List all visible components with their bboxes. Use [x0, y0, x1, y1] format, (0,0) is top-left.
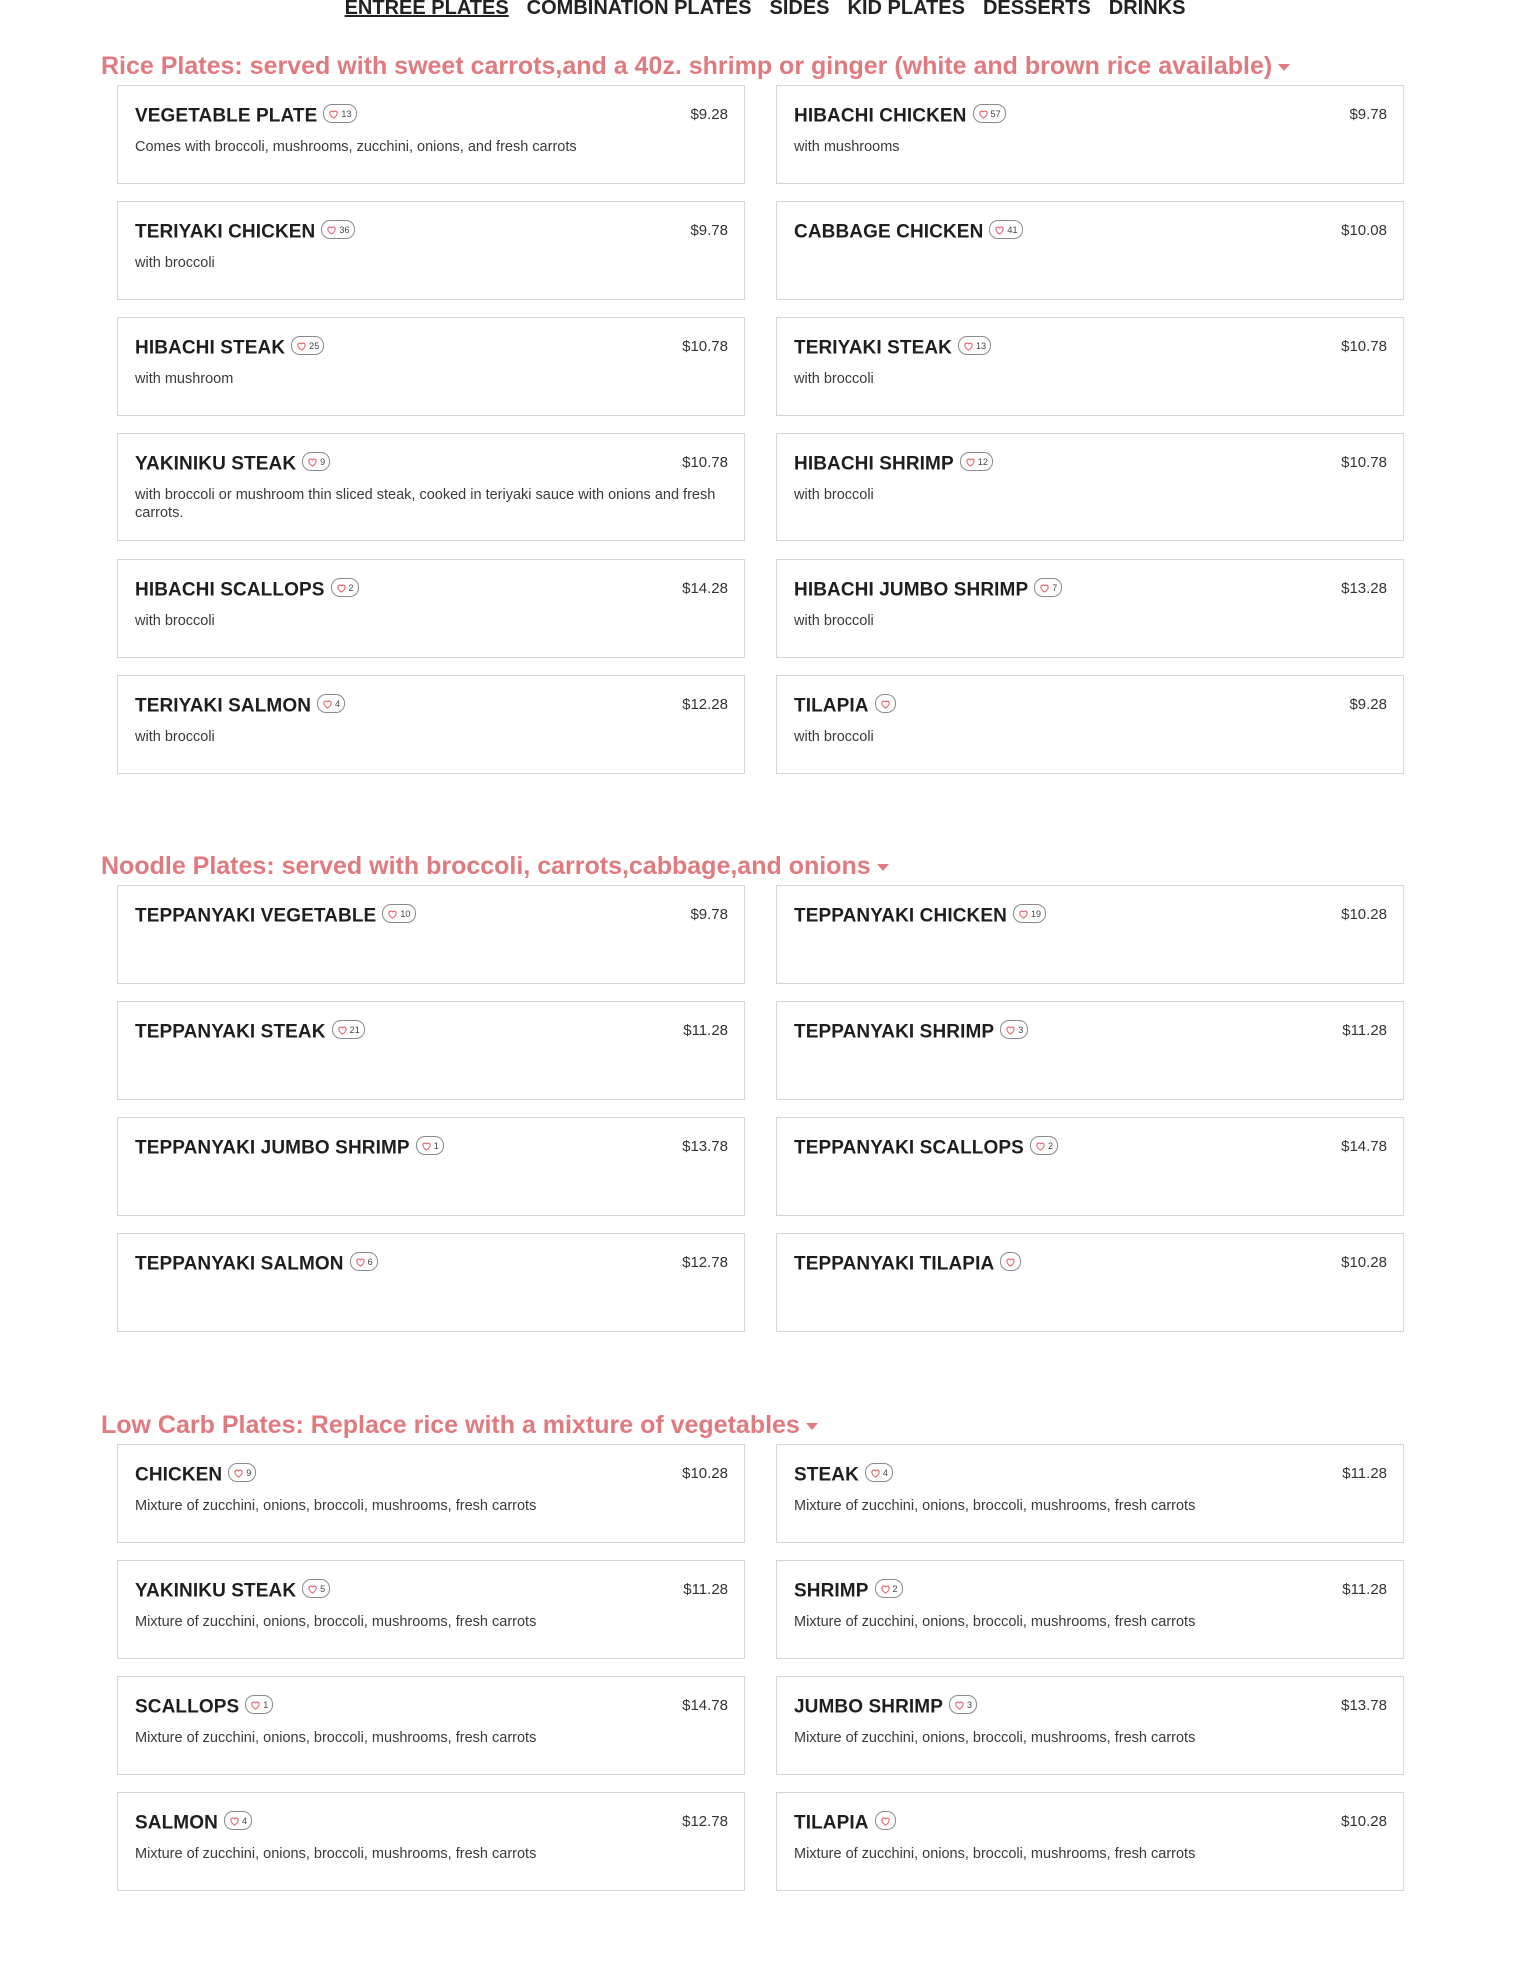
like-button[interactable] — [331, 578, 359, 597]
menu-item-card[interactable] — [776, 433, 1404, 541]
heart-icon — [978, 109, 989, 119]
like-count: 6 — [367, 1256, 373, 1267]
menu-item-card[interactable] — [776, 1444, 1404, 1543]
menu-item-card[interactable] — [117, 85, 745, 184]
menu-item-name: TEPPANYAKI SCALLOPS — [794, 1137, 1024, 1159]
menu-item-name-row — [794, 1020, 1028, 1044]
menu-item-description: with broccoli — [135, 255, 215, 271]
menu-item-card[interactable] — [117, 1001, 745, 1100]
menu-item-name-row — [794, 1252, 1021, 1276]
menu-item-description: Mixture of zucchini, onions, broccoli, mushrooms, fresh carrots — [135, 1846, 537, 1862]
like-button[interactable] — [317, 694, 345, 713]
menu-item-card[interactable] — [117, 1117, 745, 1216]
like-count: 21 — [349, 1024, 360, 1035]
like-button[interactable] — [1013, 904, 1046, 923]
like-count: 5 — [320, 1583, 326, 1594]
menu-item-name-row — [135, 1020, 365, 1044]
menu-item-name: HIBACHI JUMBO SHRIMP — [794, 579, 1029, 601]
menu-item-card[interactable] — [776, 317, 1404, 416]
menu-item-description: Mixture of zucchini, onions, broccoli, mushrooms, fresh carrots — [135, 1498, 537, 1514]
menu-item-description: with broccoli — [135, 613, 215, 629]
caret-down-icon — [806, 1423, 818, 1430]
menu-item-price: $10.78 — [1341, 454, 1387, 471]
menu-item-description: Mixture of zucchini, onions, broccoli, mushrooms, fresh carrots — [794, 1614, 1196, 1630]
menu-item-price: $9.78 — [690, 906, 728, 923]
heart-icon — [880, 1584, 891, 1594]
menu-item-name: HIBACHI SHRIMP — [794, 453, 954, 475]
menu-item-description: with broccoli — [794, 487, 874, 503]
nav-entree-plates[interactable]: ENTREE PLATES — [344, 0, 509, 19]
heart-icon — [1005, 1025, 1016, 1035]
like-button[interactable] — [1000, 1020, 1028, 1039]
menu-item-name-row — [135, 1811, 252, 1835]
menu-item-name-row — [794, 104, 1006, 128]
menu-item-price: $9.28 — [1349, 696, 1387, 713]
menu-item-name: TERIYAKI SALMON — [135, 695, 312, 717]
like-count: 4 — [241, 1815, 248, 1826]
heart-icon — [965, 457, 976, 467]
heart-icon — [322, 699, 333, 709]
like-button[interactable] — [323, 104, 356, 123]
heart-icon — [250, 1700, 261, 1710]
section-title[interactable] — [101, 51, 1290, 81]
menu-item-name-row — [135, 220, 355, 244]
menu-item-name: YAKINIKU STEAK — [135, 453, 297, 475]
like-button[interactable] — [302, 1579, 330, 1598]
menu-item-name-row — [135, 1463, 256, 1487]
menu-item-price: $9.28 — [690, 106, 728, 123]
nav-kid-plates[interactable]: KID PLATES — [847, 0, 965, 19]
heart-icon — [307, 457, 318, 467]
menu-item-name: TERIYAKI CHICKEN — [135, 221, 316, 243]
menu-item-price: $9.78 — [1349, 106, 1387, 123]
like-count: 41 — [1007, 224, 1018, 235]
menu-item-price: $10.78 — [682, 454, 728, 471]
like-button[interactable] — [960, 452, 993, 471]
heart-icon — [1039, 583, 1050, 593]
menu-item-name-row — [135, 904, 416, 928]
menu-item-price: $13.78 — [682, 1138, 728, 1155]
menu-item-name-row — [135, 336, 324, 360]
menu-item-price: $9.78 — [690, 222, 728, 239]
menu-item-name-row — [794, 1136, 1058, 1160]
nav-combination-plates[interactable]: COMBINATION PLATES — [526, 0, 752, 19]
menu-item-name-row — [794, 578, 1062, 602]
menu-item-name: CABBAGE CHICKEN — [794, 221, 984, 243]
menu-item-name: SALMON — [135, 1812, 218, 1834]
menu-item-price: $12.78 — [682, 1813, 728, 1830]
like-count: 2 — [892, 1583, 898, 1594]
like-count: 36 — [339, 224, 350, 235]
like-button[interactable] — [245, 1695, 273, 1714]
menu-item-name-row — [135, 1695, 273, 1719]
like-count: 25 — [309, 340, 320, 351]
like-button[interactable] — [228, 1463, 256, 1482]
menu-item-price: $10.28 — [1341, 1254, 1387, 1271]
heart-icon — [229, 1816, 240, 1826]
like-count: 13 — [976, 340, 987, 351]
like-count: 1 — [263, 1699, 269, 1710]
nav-sides[interactable]: SIDES — [769, 0, 830, 19]
category-nav — [0, 0, 1530, 24]
like-button[interactable] — [875, 1579, 903, 1598]
menu-item-name-row — [794, 904, 1046, 928]
menu-item-name-row — [794, 1811, 896, 1835]
menu-item-price: $14.78 — [1341, 1138, 1387, 1155]
menu-item-name: TEPPANYAKI VEGETABLE — [135, 905, 377, 927]
heart-icon — [1018, 909, 1029, 919]
menu-item-name: JUMBO SHRIMP — [794, 1696, 943, 1718]
menu-item-price: $10.28 — [1341, 1813, 1387, 1830]
heart-icon — [963, 341, 974, 351]
menu-item-name: TERIYAKI STEAK — [794, 337, 953, 359]
like-button[interactable] — [350, 1252, 378, 1271]
menu-item-description: Mixture of zucchini, onions, broccoli, mushrooms, fresh carrots — [135, 1614, 537, 1630]
like-button[interactable] — [865, 1463, 893, 1482]
menu-item-name: SCALLOPS — [135, 1696, 240, 1718]
menu-item-description: with broccoli — [794, 729, 874, 745]
menu-item-card[interactable] — [776, 1560, 1404, 1659]
like-button[interactable] — [1000, 1252, 1021, 1271]
section-title-text: Low Carb Plates: Replace rice with a mixture of vegetables — [101, 1411, 800, 1439]
caret-down-icon — [1278, 64, 1290, 71]
like-count: 7 — [1052, 582, 1058, 593]
menu-item-price: $12.78 — [682, 1254, 728, 1271]
section-title-text: Noodle Plates: served with broccoli, carrots,cabbage,and onions — [101, 852, 871, 880]
like-button[interactable] — [949, 1695, 977, 1714]
menu-item-name: TEPPANYAKI CHICKEN — [794, 905, 1007, 927]
menu-item-price: $10.78 — [682, 338, 728, 355]
section-title[interactable] — [101, 851, 889, 881]
menu-item-description: with mushroom — [135, 371, 234, 387]
menu-item-price: $12.28 — [682, 696, 728, 713]
menu-item-card[interactable] — [776, 1676, 1404, 1775]
heart-icon — [1035, 1141, 1046, 1151]
like-button[interactable] — [1034, 578, 1062, 597]
heart-icon — [296, 341, 307, 351]
menu-item-card[interactable] — [776, 675, 1404, 774]
menu-item-price: $11.28 — [1342, 1581, 1387, 1598]
menu-item-name: TEPPANYAKI STEAK — [135, 1021, 326, 1043]
like-button[interactable] — [224, 1811, 252, 1830]
menu-item-name-row — [794, 336, 991, 360]
menu-item-description: with mushrooms — [794, 139, 900, 155]
section-title[interactable] — [101, 1410, 818, 1440]
like-button[interactable] — [973, 104, 1006, 123]
menu-item-description: Comes with broccoli, mushrooms, zucchini, onions, and fresh carrots — [135, 139, 577, 155]
menu-item-name: YAKINIKU STEAK — [135, 1580, 297, 1602]
menu-item-name: TILAPIA — [794, 1812, 869, 1834]
menu-item-card[interactable] — [776, 201, 1404, 300]
like-count: 9 — [320, 456, 326, 467]
menu-item-price: $11.28 — [683, 1022, 728, 1039]
like-count: 19 — [1030, 908, 1042, 919]
heart-icon — [994, 225, 1005, 235]
menu-item-name: TEPPANYAKI SHRIMP — [794, 1021, 995, 1043]
like-count: 4 — [335, 698, 341, 709]
menu-item-price: $10.08 — [1341, 222, 1387, 239]
nav-desserts[interactable]: DESSERTS — [982, 0, 1091, 19]
section-title-text: Rice Plates: served with sweet carrots,and a 40z. shrimp or ginger (white and brown rice available) — [101, 52, 1273, 80]
menu-item-card[interactable] — [117, 885, 745, 984]
like-count: 9 — [246, 1467, 252, 1478]
like-button[interactable] — [302, 452, 330, 471]
menu-item-card[interactable] — [117, 1792, 745, 1891]
menu-item-name: TEPPANYAKI JUMBO SHRIMP — [135, 1137, 410, 1159]
menu-item-name-row — [135, 1136, 444, 1160]
heart-icon — [328, 109, 339, 119]
menu-item-card[interactable] — [117, 1676, 745, 1775]
menu-item-name-row — [135, 1252, 378, 1276]
menu-item-card[interactable] — [117, 559, 745, 658]
menu-item-name: HIBACHI STEAK — [135, 337, 286, 359]
menu-item-price: $14.28 — [682, 580, 728, 597]
menu-item-price: $10.28 — [1341, 906, 1387, 923]
menu-item-card[interactable] — [117, 201, 745, 300]
menu-item-name-row — [135, 452, 330, 476]
like-count: 57 — [990, 108, 1001, 119]
like-count: 10 — [400, 908, 411, 919]
menu-item-name: TEPPANYAKI TILAPIA — [794, 1253, 995, 1275]
menu-item-name-row — [794, 1579, 903, 1603]
menu-item-card[interactable] — [776, 1117, 1404, 1216]
heart-icon — [337, 1025, 348, 1035]
heart-icon — [1005, 1257, 1016, 1267]
menu-item-card[interactable] — [117, 675, 745, 774]
heart-icon — [880, 699, 891, 709]
menu-item-name: TEPPANYAKI SALMON — [135, 1253, 344, 1275]
menu-item-price: $14.78 — [682, 1697, 728, 1714]
menu-item-name-row — [794, 1695, 977, 1719]
heart-icon — [421, 1141, 432, 1151]
menu-item-description: Mixture of zucchini, onions, broccoli, mushrooms, fresh carrots — [135, 1730, 537, 1746]
menu-item-card[interactable] — [776, 1001, 1404, 1100]
menu-item-name: SHRIMP — [794, 1580, 869, 1602]
menu-item-name-row — [135, 578, 359, 602]
like-button[interactable] — [989, 220, 1022, 239]
like-button[interactable] — [291, 336, 324, 355]
menu-item-description: with broccoli — [135, 729, 215, 745]
menu-item-price: $11.28 — [683, 1581, 728, 1598]
like-count: 2 — [348, 582, 354, 593]
heart-icon — [387, 909, 398, 919]
menu-item-name-row — [794, 1463, 893, 1487]
like-count: 13 — [341, 108, 352, 119]
menu-item-name-row — [794, 694, 896, 718]
menu-item-description: Mixture of zucchini, onions, broccoli, mushrooms, fresh carrots — [794, 1846, 1196, 1862]
heart-icon — [355, 1257, 366, 1267]
menu-item-card[interactable] — [776, 885, 1404, 984]
menu-item-name-row — [794, 452, 993, 476]
like-button[interactable] — [416, 1136, 444, 1155]
menu-item-card[interactable] — [776, 559, 1404, 658]
menu-item-name: STEAK — [794, 1464, 859, 1486]
menu-item-card[interactable] — [117, 1233, 745, 1332]
caret-down-icon — [877, 864, 889, 871]
like-button[interactable] — [875, 1811, 896, 1830]
menu-item-card[interactable] — [776, 85, 1404, 184]
like-button[interactable] — [321, 220, 354, 239]
like-count: 2 — [1047, 1140, 1054, 1151]
heart-icon — [880, 1816, 891, 1826]
menu-item-description: Mixture of zucchini, onions, broccoli, mushrooms, fresh carrots — [794, 1498, 1196, 1514]
heart-icon — [233, 1468, 244, 1478]
menu-item-name: TILAPIA — [794, 695, 869, 717]
like-button[interactable] — [958, 336, 991, 355]
heart-icon — [870, 1468, 881, 1478]
menu-item-name: CHICKEN — [135, 1464, 223, 1486]
like-button[interactable] — [382, 904, 415, 923]
menu-item-name-row — [135, 1579, 330, 1603]
menu-item-price: $13.28 — [1341, 580, 1387, 597]
like-button[interactable] — [1030, 1136, 1058, 1155]
menu-item-name-row — [135, 104, 357, 128]
menu-item-card[interactable] — [117, 1560, 745, 1659]
menu-item-description: with broccoli — [794, 613, 874, 629]
menu-item-price: $10.28 — [682, 1465, 728, 1482]
like-count: 3 — [1018, 1024, 1024, 1035]
menu-item-name: HIBACHI CHICKEN — [794, 105, 967, 127]
menu-item-description: Mixture of zucchini, onions, broccoli, mushrooms, fresh carrots — [794, 1730, 1196, 1746]
menu-item-name-row — [135, 694, 345, 718]
menu-item-card[interactable] — [117, 1444, 745, 1543]
heart-icon — [954, 1700, 965, 1710]
menu-item-name-row — [794, 220, 1023, 244]
menu-item-card[interactable] — [776, 1792, 1404, 1891]
menu-item-price: $13.78 — [1341, 1697, 1387, 1714]
menu-item-price: $11.28 — [1342, 1022, 1387, 1039]
like-button[interactable] — [875, 694, 896, 713]
menu-item-price: $11.28 — [1342, 1465, 1387, 1482]
menu-item-card[interactable] — [776, 1233, 1404, 1332]
like-count: 1 — [433, 1140, 439, 1151]
menu-item-price: $10.78 — [1341, 338, 1387, 355]
like-button[interactable] — [332, 1020, 365, 1039]
menu-item-description: with broccoli or mushroom thin sliced steak, cooked in teriyaki sauce with onions and fresh carrots. — [135, 487, 716, 521]
menu-item-card[interactable] — [117, 317, 745, 416]
heart-icon — [307, 1584, 318, 1594]
heart-icon — [336, 583, 347, 593]
heart-icon — [326, 225, 337, 235]
menu-item-card[interactable] — [117, 433, 745, 541]
like-count: 12 — [977, 456, 988, 467]
menu-item-name: HIBACHI SCALLOPS — [135, 579, 325, 601]
menu-item-description: with broccoli — [794, 371, 874, 387]
like-count: 4 — [882, 1467, 889, 1478]
like-count: 3 — [967, 1699, 973, 1710]
menu-item-name: VEGETABLE PLATE — [135, 105, 318, 127]
nav-drinks[interactable]: DRINKS — [1108, 0, 1186, 19]
